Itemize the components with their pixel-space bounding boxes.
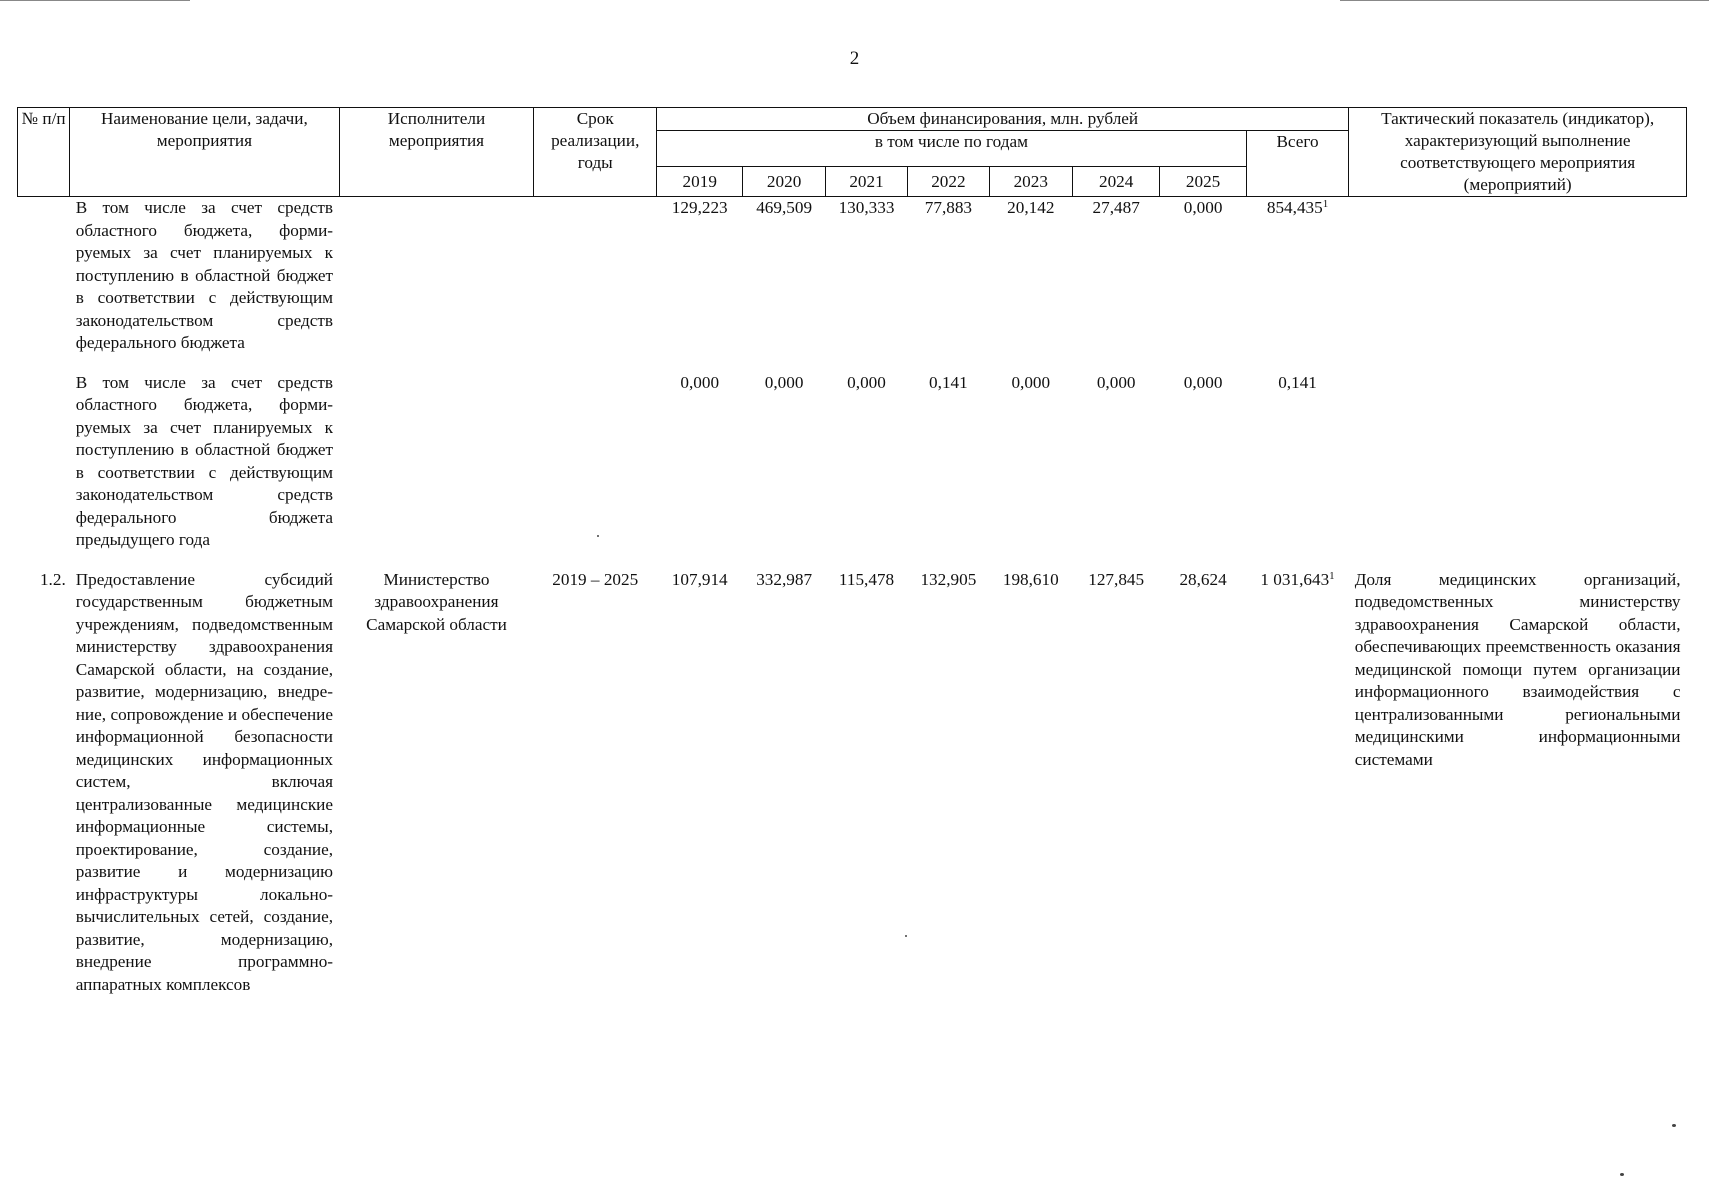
page-number: 2 bbox=[849, 48, 860, 69]
row-value-2024: 0,000 bbox=[1096, 372, 1136, 392]
header-year-2025: 2025 bbox=[1160, 167, 1246, 197]
row-value-2025: 0,000 bbox=[1183, 372, 1223, 392]
row-value-2023: 198,610 bbox=[1002, 569, 1059, 589]
table-header bbox=[18, 108, 1687, 197]
header-executors: Исполнители мероприятия bbox=[339, 108, 534, 197]
row-name: В том числе за счет средств областного бюджета, формируемых за счет планируемых к поступлению в областной бюджет в соответствии с действующим законодательством средств федерального бюджета предыдущего года bbox=[75, 372, 334, 549]
row-value-2025: 28,624 bbox=[1179, 569, 1227, 589]
header-by-years: в том числе по годам bbox=[657, 131, 1247, 167]
row-spacer bbox=[18, 355, 1687, 372]
row-value-2022: 0,141 bbox=[929, 372, 968, 392]
row-indicator bbox=[1349, 372, 1687, 552]
header-indicator: Тактический показатель (индикатор), характеризующий выполнение соответствующего мероприятия (мероприятий) bbox=[1349, 108, 1687, 197]
row-total bbox=[1246, 372, 1349, 552]
scan-speck bbox=[1672, 1124, 1676, 1127]
row-executors bbox=[339, 372, 534, 552]
row-name: Предоставление субсидий государственным бюджетным учреждениям, подведомственным министерству здравоохранения Самарской области, на создание, развитие, модернизацию, внедрение, сопровождение и обеспечение информационной безопасности медицинских информационных систем, включая централизованные медицинские информационные системы, проектирование, создание, развитие и модернизацию инфраструктуры локально-вычислительных сетей, создание, развитие, модернизацию, внедрение программно-аппаратных комплексов bbox=[75, 569, 334, 994]
footnote-mark: 1 bbox=[1329, 569, 1335, 582]
financing-table bbox=[17, 107, 1687, 996]
header-funding: Объем финансирования, млн. рублей bbox=[657, 108, 1349, 131]
row-term: 2019 – 2025 bbox=[552, 569, 639, 589]
table-row bbox=[18, 197, 1687, 355]
row-total bbox=[1246, 197, 1349, 355]
row-value-2021: 115,478 bbox=[838, 569, 895, 589]
header-term: Срок реализации, годы bbox=[534, 108, 657, 197]
row-total-value: 854,435 bbox=[1266, 198, 1323, 217]
footnote-mark: 1 bbox=[1322, 198, 1329, 210]
row-spacer bbox=[18, 552, 1687, 569]
row-number bbox=[18, 197, 70, 355]
table-row bbox=[18, 372, 1687, 552]
row-value-2024: 27,487 bbox=[1092, 198, 1140, 217]
row-name: В том числе за счет средств областного бюджета, формируемых за счет планируемых к поступлению в областной бюджет в соответствии с действующим законодательством средств федерального бюджета bbox=[75, 198, 334, 352]
row-value-2024: 127,845 bbox=[1088, 569, 1145, 589]
row-value-2019: 0,000 bbox=[680, 372, 720, 392]
header-year-2020: 2020 bbox=[743, 167, 825, 197]
row-total-value: 0,141 bbox=[1278, 372, 1317, 392]
row-indicator: Доля медицинских организаций, подведомственных министерству здравоохранения Самарской области, обеспечивающих преемственность оказания медицинской помощи путем организации информационного взаимодействия с централизованными региональными медицинскими информационными системами bbox=[1354, 569, 1681, 769]
row-value-2021: 130,333 bbox=[838, 198, 895, 217]
scan-speck bbox=[1620, 1173, 1624, 1176]
row-value-2022: 77,883 bbox=[924, 198, 973, 217]
row-value-2019: 107,914 bbox=[671, 569, 728, 589]
row-value-2020: 332,987 bbox=[756, 569, 813, 589]
row-executors bbox=[339, 197, 534, 355]
row-term bbox=[534, 372, 657, 552]
row-indicator bbox=[1349, 197, 1687, 355]
row-value-2023: 20,142 bbox=[1007, 198, 1055, 217]
scan-speck bbox=[597, 535, 599, 537]
row-number bbox=[18, 372, 70, 552]
header-year-2019: 2019 bbox=[657, 167, 743, 197]
header-number: № п/п bbox=[18, 108, 70, 197]
header-name: Наименование цели, задачи, мероприятия bbox=[70, 108, 339, 197]
header-year-2023: 2023 bbox=[989, 167, 1072, 197]
row-value-2019: 129,223 bbox=[671, 198, 728, 217]
row-value-2022: 132,905 bbox=[920, 569, 977, 589]
header-year-2024: 2024 bbox=[1072, 167, 1159, 197]
row-total-value: 1 031,643 bbox=[1260, 569, 1330, 589]
row-term bbox=[534, 197, 657, 355]
row-executors: Министерство здравоохранения Самарской области bbox=[366, 569, 507, 634]
scan-speck bbox=[905, 935, 907, 937]
row-value-2021: 0,000 bbox=[847, 372, 886, 392]
row-value-2020: 469,509 bbox=[756, 198, 813, 217]
header-total: Всего bbox=[1246, 131, 1349, 197]
header-year-2022: 2022 bbox=[908, 167, 989, 197]
row-number: 1.2. bbox=[39, 569, 66, 589]
header-year-2021: 2021 bbox=[825, 167, 907, 197]
row-value-2025: 0,000 bbox=[1183, 198, 1223, 217]
table-row bbox=[18, 569, 1687, 997]
row-value-2023: 0,000 bbox=[1011, 372, 1051, 392]
row-value-2020: 0,000 bbox=[764, 372, 804, 392]
row-total bbox=[1246, 569, 1349, 997]
